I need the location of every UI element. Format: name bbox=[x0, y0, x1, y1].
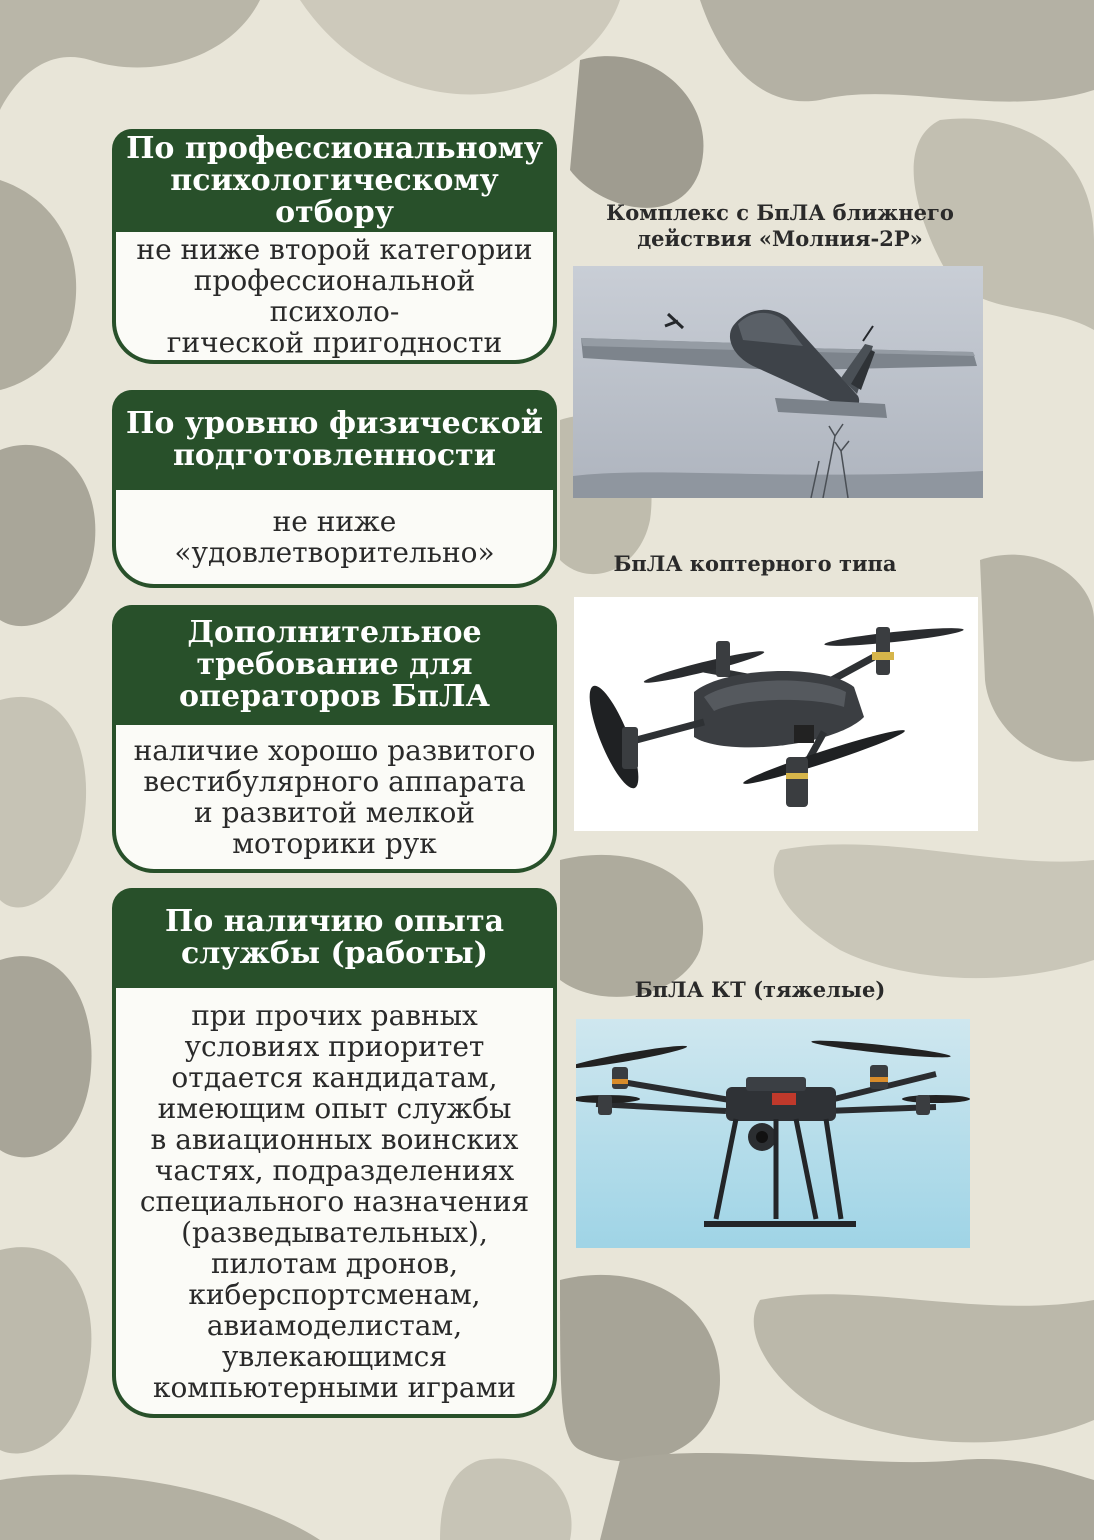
card-title-line: По уровню физической bbox=[126, 406, 543, 441]
card-title bbox=[112, 390, 557, 490]
card-body-line: вестибулярного аппарата bbox=[143, 765, 526, 798]
card-body-line: наличие хорошо развитого bbox=[133, 734, 536, 767]
card-title-line: Дополнительное bbox=[187, 615, 482, 650]
card-body-line: (разведывательных), bbox=[181, 1215, 488, 1249]
card-body-line: условиях приоритет bbox=[184, 1029, 485, 1063]
card-title-line: службы (работы) bbox=[181, 936, 488, 971]
requirement-card-uav-operators bbox=[112, 605, 557, 873]
requirement-card-experience bbox=[112, 888, 557, 1418]
card-body-line: гической пригодности bbox=[166, 326, 503, 359]
card-body bbox=[112, 490, 557, 588]
card-title-line: требование для bbox=[196, 647, 473, 682]
card-title bbox=[112, 129, 557, 232]
card-title-line: операторов БпЛА bbox=[179, 679, 490, 714]
requirement-card-physical bbox=[112, 390, 557, 588]
card-body-line: увлекающимся bbox=[222, 1339, 447, 1373]
card-title-line: психологическому отбору bbox=[170, 162, 499, 230]
card-body-line: компьютерными играми bbox=[152, 1370, 517, 1404]
card-body bbox=[112, 988, 557, 1418]
caption-line: действия «Молния-2Р» bbox=[637, 226, 923, 251]
photo-caption bbox=[570, 977, 950, 1003]
card-body-line: киберспортсменам, bbox=[188, 1277, 481, 1311]
card-body-line: частях, подразделениях bbox=[154, 1153, 515, 1187]
card-body-line: отдается кандидатам, bbox=[171, 1060, 498, 1094]
quadcopter-uav-photo bbox=[574, 597, 978, 831]
card-title bbox=[112, 888, 557, 988]
caption-line: БпЛА коптерного типа bbox=[613, 551, 897, 576]
heavy-multicopter-uav-photo bbox=[576, 1019, 970, 1248]
card-body-line: в авиационных воинских bbox=[150, 1122, 519, 1156]
caption-line: БпЛА КТ (тяжелые) bbox=[634, 977, 886, 1002]
card-title-line: подготовленности bbox=[172, 438, 497, 473]
card-body-line: при прочих равных bbox=[191, 998, 478, 1032]
caption-line: Комплекс с БпЛА ближнего bbox=[606, 200, 954, 225]
card-body-line: профессиональной психоло- bbox=[193, 264, 476, 328]
fixed-wing-uav-photo bbox=[573, 266, 983, 498]
card-title-line: По профессиональному bbox=[126, 130, 543, 166]
card-body-line: специального назначения bbox=[139, 1184, 530, 1218]
card-body-line: не ниже второй категории bbox=[136, 233, 533, 266]
card-body bbox=[112, 232, 557, 364]
card-body bbox=[112, 725, 557, 873]
requirement-card-psychological bbox=[112, 129, 557, 364]
card-title bbox=[112, 605, 557, 725]
card-body-line: «удовлетворительно» bbox=[174, 536, 495, 569]
card-body-line: моторики рук bbox=[232, 827, 437, 860]
card-body-line: и развитой мелкой bbox=[194, 796, 475, 829]
card-body-line: имеющим опыт службы bbox=[157, 1091, 512, 1125]
photo-caption bbox=[570, 551, 940, 577]
card-body-line: авиамоделистам, bbox=[206, 1308, 463, 1342]
card-title-line: По наличию опыта bbox=[164, 904, 505, 939]
card-body-line: не ниже bbox=[272, 505, 397, 538]
card-body-line: пилотам дронов, bbox=[210, 1246, 459, 1280]
photo-caption bbox=[570, 200, 990, 252]
